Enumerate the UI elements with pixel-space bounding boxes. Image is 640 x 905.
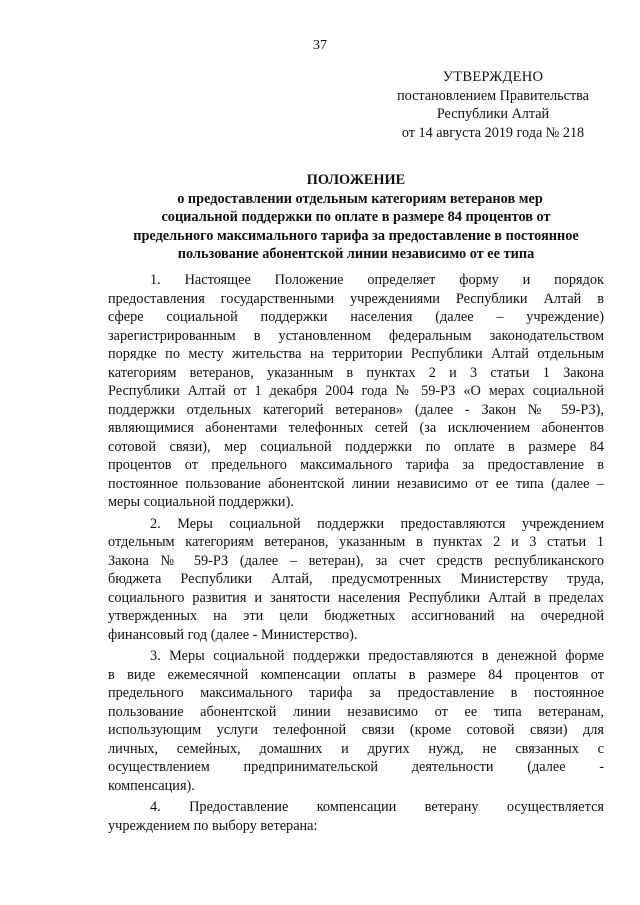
paragraph-4 (108, 798, 604, 835)
paragraph-2 (108, 515, 604, 645)
paragraph-line: утвержденных на эти цели бюджетных ассигнований на очередной (108, 608, 604, 624)
paragraph-1 (108, 271, 604, 512)
title-line-4: пользование абонентской линии независимо от ее типа (177, 246, 535, 262)
paragraph-line: бюджета Республики Алтай, предусмотренных Министерству труда, (108, 571, 604, 587)
paragraph-line: зарегистрированным в установленном федеральным законодательством (108, 327, 604, 344)
paragraph-line: сфере социальной поддержки населения (далее – учреждение) (108, 309, 604, 325)
paragraph-line: компенсация). (108, 777, 195, 794)
paragraph-line: 1. Настоящее Положение определяет форму и порядок (150, 272, 604, 288)
paragraph-line: использующим услуги телефонной связи (кроме сотовой связи) для (108, 722, 604, 738)
paragraph-line: предоставления государственными учреждениями Республики Алтай в (108, 290, 604, 307)
approval-line-2: постановлением Правительства (397, 87, 589, 104)
paragraph-line: осуществлением предпринимательской деятельности (далее - (108, 759, 604, 775)
title-line-1: о предоставлении отдельным категориям ветеранов мер (177, 190, 543, 207)
paragraph-line: учреждением по выбору ветерана: (108, 817, 318, 834)
paragraph-line: социального развития и занятости населения Республики Алтай в пределах (108, 589, 604, 606)
paragraph-line: 4. Предоставление компенсации ветерану осуществляется (150, 799, 604, 815)
paragraph-line: предельного максимального тарифа за предоставление в постоянное (108, 685, 604, 701)
paragraph-line: финансовый год (далее - Министерство). (108, 626, 358, 643)
title-line-3: предельного максимального тарифа за предоставление в постоянное (133, 227, 579, 244)
paragraph-line: 3. Меры социальной поддержки предоставляются в денежной форме (150, 648, 604, 664)
paragraph-line: являющимися абонентами телефонных сетей (за исключением абонентов (108, 420, 604, 436)
paragraph-line: Республики Алтай от 1 декабря 2004 года № 59-РЗ «О мерах социальной (108, 383, 604, 399)
paragraph-line: отдельным категориям ветеранов, указанным в пунктах 2 и 3 статьи 1 (108, 534, 604, 550)
paragraph-line: личных, семейных, домашних и других нужд, не связанных с (108, 740, 604, 757)
paragraph-line: порядке по месту жительства на территории Республики Алтай отдельным (108, 346, 604, 362)
paragraph-line: Закона № 59-РЗ (далее – ветеран), за счет средств республиканского (108, 552, 604, 569)
document-body (108, 271, 604, 838)
paragraph-line: категориям ветеранов, указанным в пунктах 2 и 3 статьи 1 Закона (108, 364, 604, 381)
paragraph-line: процентов от предельного максимального тарифа за предоставление в (108, 457, 604, 473)
paragraph-line: 2. Меры социальной поддержки предоставляются учреждением (150, 515, 604, 532)
paragraph-line: постоянное пользование абонентской линии независимо от ее типа (далее – (108, 475, 604, 492)
title-heading: ПОЛОЖЕНИЕ (306, 172, 406, 188)
paragraph-line: в виде ежемесячной компенсации оплаты в размере 84 процентов от (108, 666, 604, 683)
paragraph-line: сотовой связи), мер социальной поддержки по оплате в размере 84 (108, 438, 604, 455)
paragraph-line: меры социальной поддержки). (108, 494, 294, 510)
approval-stamp (380, 68, 606, 142)
paragraph-line: пользование абонентской линии независимо от ее типа ветеранам, (108, 703, 604, 720)
page-number: 37 (313, 38, 327, 53)
document-title (108, 171, 604, 264)
title-line-2: социальной поддержки по оплате в размере 84 процентов от (161, 209, 551, 225)
approval-line-4: от 14 августа 2019 года № 218 (401, 124, 585, 141)
paragraph-line: поддержки отдельных категорий ветеранов» (далее - Закон № 59-РЗ), (108, 401, 604, 418)
approval-line-3: Республики Алтай (436, 106, 550, 122)
approval-title: УТВЕРЖДЕНО (442, 69, 544, 85)
paragraph-3 (108, 647, 604, 795)
